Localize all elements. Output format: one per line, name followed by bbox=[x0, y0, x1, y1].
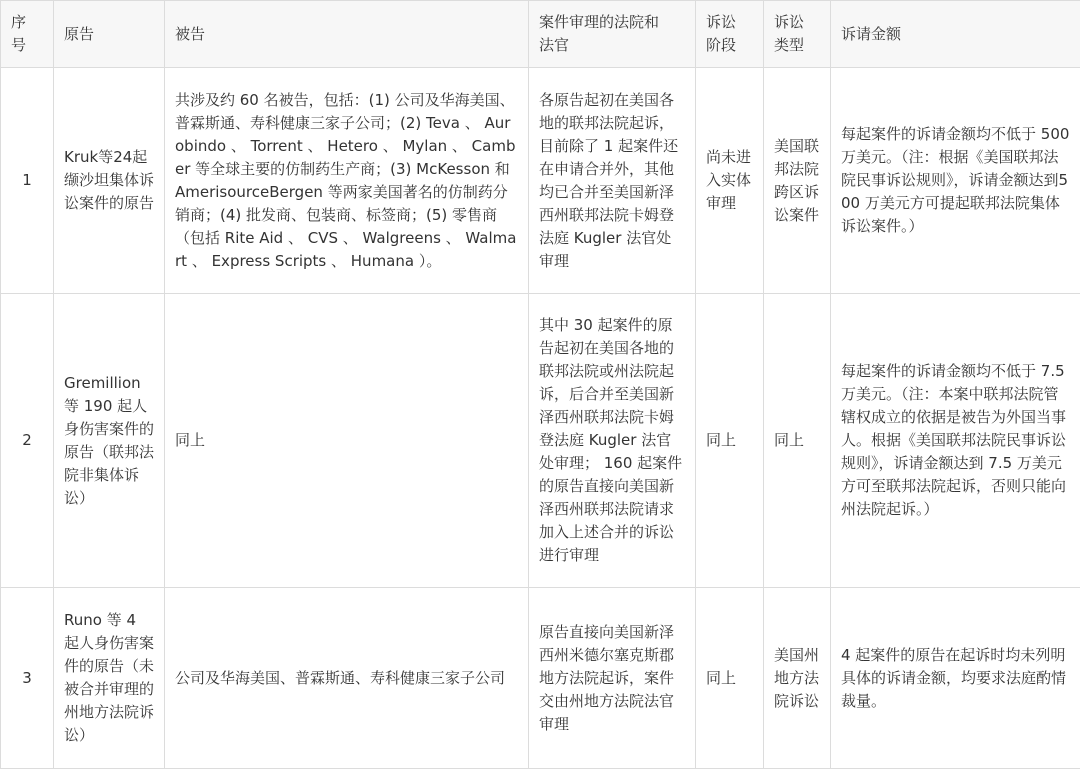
cell-stage: 同上 bbox=[696, 294, 764, 588]
cell-plaintiff: Kruk等24起缬沙坦集体诉讼案件的原告 bbox=[54, 68, 165, 294]
cell-stage: 尚未进入实体审理 bbox=[696, 68, 764, 294]
table-row bbox=[1, 294, 1080, 588]
header-index: 序 号 bbox=[1, 1, 54, 68]
cell-index: 3 bbox=[1, 588, 54, 769]
table-header-row bbox=[1, 1, 1080, 68]
table-row bbox=[1, 68, 1080, 294]
cell-type: 美国联邦法院跨区诉讼案件 bbox=[764, 68, 831, 294]
header-type: 诉讼 类型 bbox=[764, 1, 831, 68]
cell-amount: 每起案件的诉请金额均不低于 500 万美元。（注：根据《美国联邦法院民事诉讼规则》，诉请金额达到500 万美元方可提起联邦法院集体诉讼案件。） bbox=[831, 68, 1080, 294]
cell-type: 美国州地方法院诉讼 bbox=[764, 588, 831, 769]
cell-amount: 4 起案件的原告在起诉时均未列明具体的诉请金额，均要求法庭酌情裁量。 bbox=[831, 588, 1080, 769]
header-plaintiff: 原告 bbox=[54, 1, 165, 68]
header-court: 案件审理的法院和 法官 bbox=[529, 1, 696, 68]
cell-court: 原告直接向美国新泽西州米德尔塞克斯郡地方法院起诉，案件交由州地方法院法官审理 bbox=[529, 588, 696, 769]
cell-index: 1 bbox=[1, 68, 54, 294]
cell-defendant: 共涉及约 60 名被告，包括：(1) 公司及华海美国、普霖斯通、寿科健康三家子公司；(2) Teva 、 Aurobindo 、 Torrent 、 Hetero 、 Mylan 、 Camber 等全球主要的仿制药生产商；(3) McKesson 和 AmerisourceBergen 等两家美国著名的仿制药分销商；(4) 批发商、包装商、标签商；(5) 零售商（包括 Rite Aid 、 CVS 、 Walgreens 、 Walmart 、 Express Scripts 、 Humana ）。 bbox=[165, 68, 529, 294]
header-defendant: 被告 bbox=[165, 1, 529, 68]
cell-court: 其中 30 起案件的原告起初在美国各地的联邦法院或州法院起诉，后合并至美国新泽西州联邦法院卡姆登法庭 Kugler 法官处审理； 160 起案件的原告直接向美国新泽西州联邦法院请求加入上述合并的诉讼进行审理 bbox=[529, 294, 696, 588]
cell-defendant: 公司及华海美国、普霖斯通、寿科健康三家子公司 bbox=[165, 588, 529, 769]
cell-index: 2 bbox=[1, 294, 54, 588]
table-row bbox=[1, 588, 1080, 769]
cell-type: 同上 bbox=[764, 294, 831, 588]
cell-plaintiff: Gremillion 等 190 起人身伤害案件的原告（联邦法院非集体诉讼） bbox=[54, 294, 165, 588]
cell-defendant: 同上 bbox=[165, 294, 529, 588]
cell-plaintiff: Runo 等 4 起人身伤害案件的原告（未被合并审理的州地方法院诉讼） bbox=[54, 588, 165, 769]
cell-stage: 同上 bbox=[696, 588, 764, 769]
cell-court: 各原告起初在美国各地的联邦法院起诉，目前除了 1 起案件还在申请合并外，其他均已合并至美国新泽西州联邦法院卡姆登法庭 Kugler 法官处审理 bbox=[529, 68, 696, 294]
header-stage: 诉讼 阶段 bbox=[696, 1, 764, 68]
header-amount: 诉请金额 bbox=[831, 1, 1080, 68]
cell-amount: 每起案件的诉请金额均不低于 7.5 万美元。（注：本案中联邦法院管辖权成立的依据是被告为外国当事人。根据《美国联邦法院民事诉讼规则》，诉请金额达到 7.5 万美元方可至联邦法院起诉，否则只能向州法院起诉。） bbox=[831, 294, 1080, 588]
